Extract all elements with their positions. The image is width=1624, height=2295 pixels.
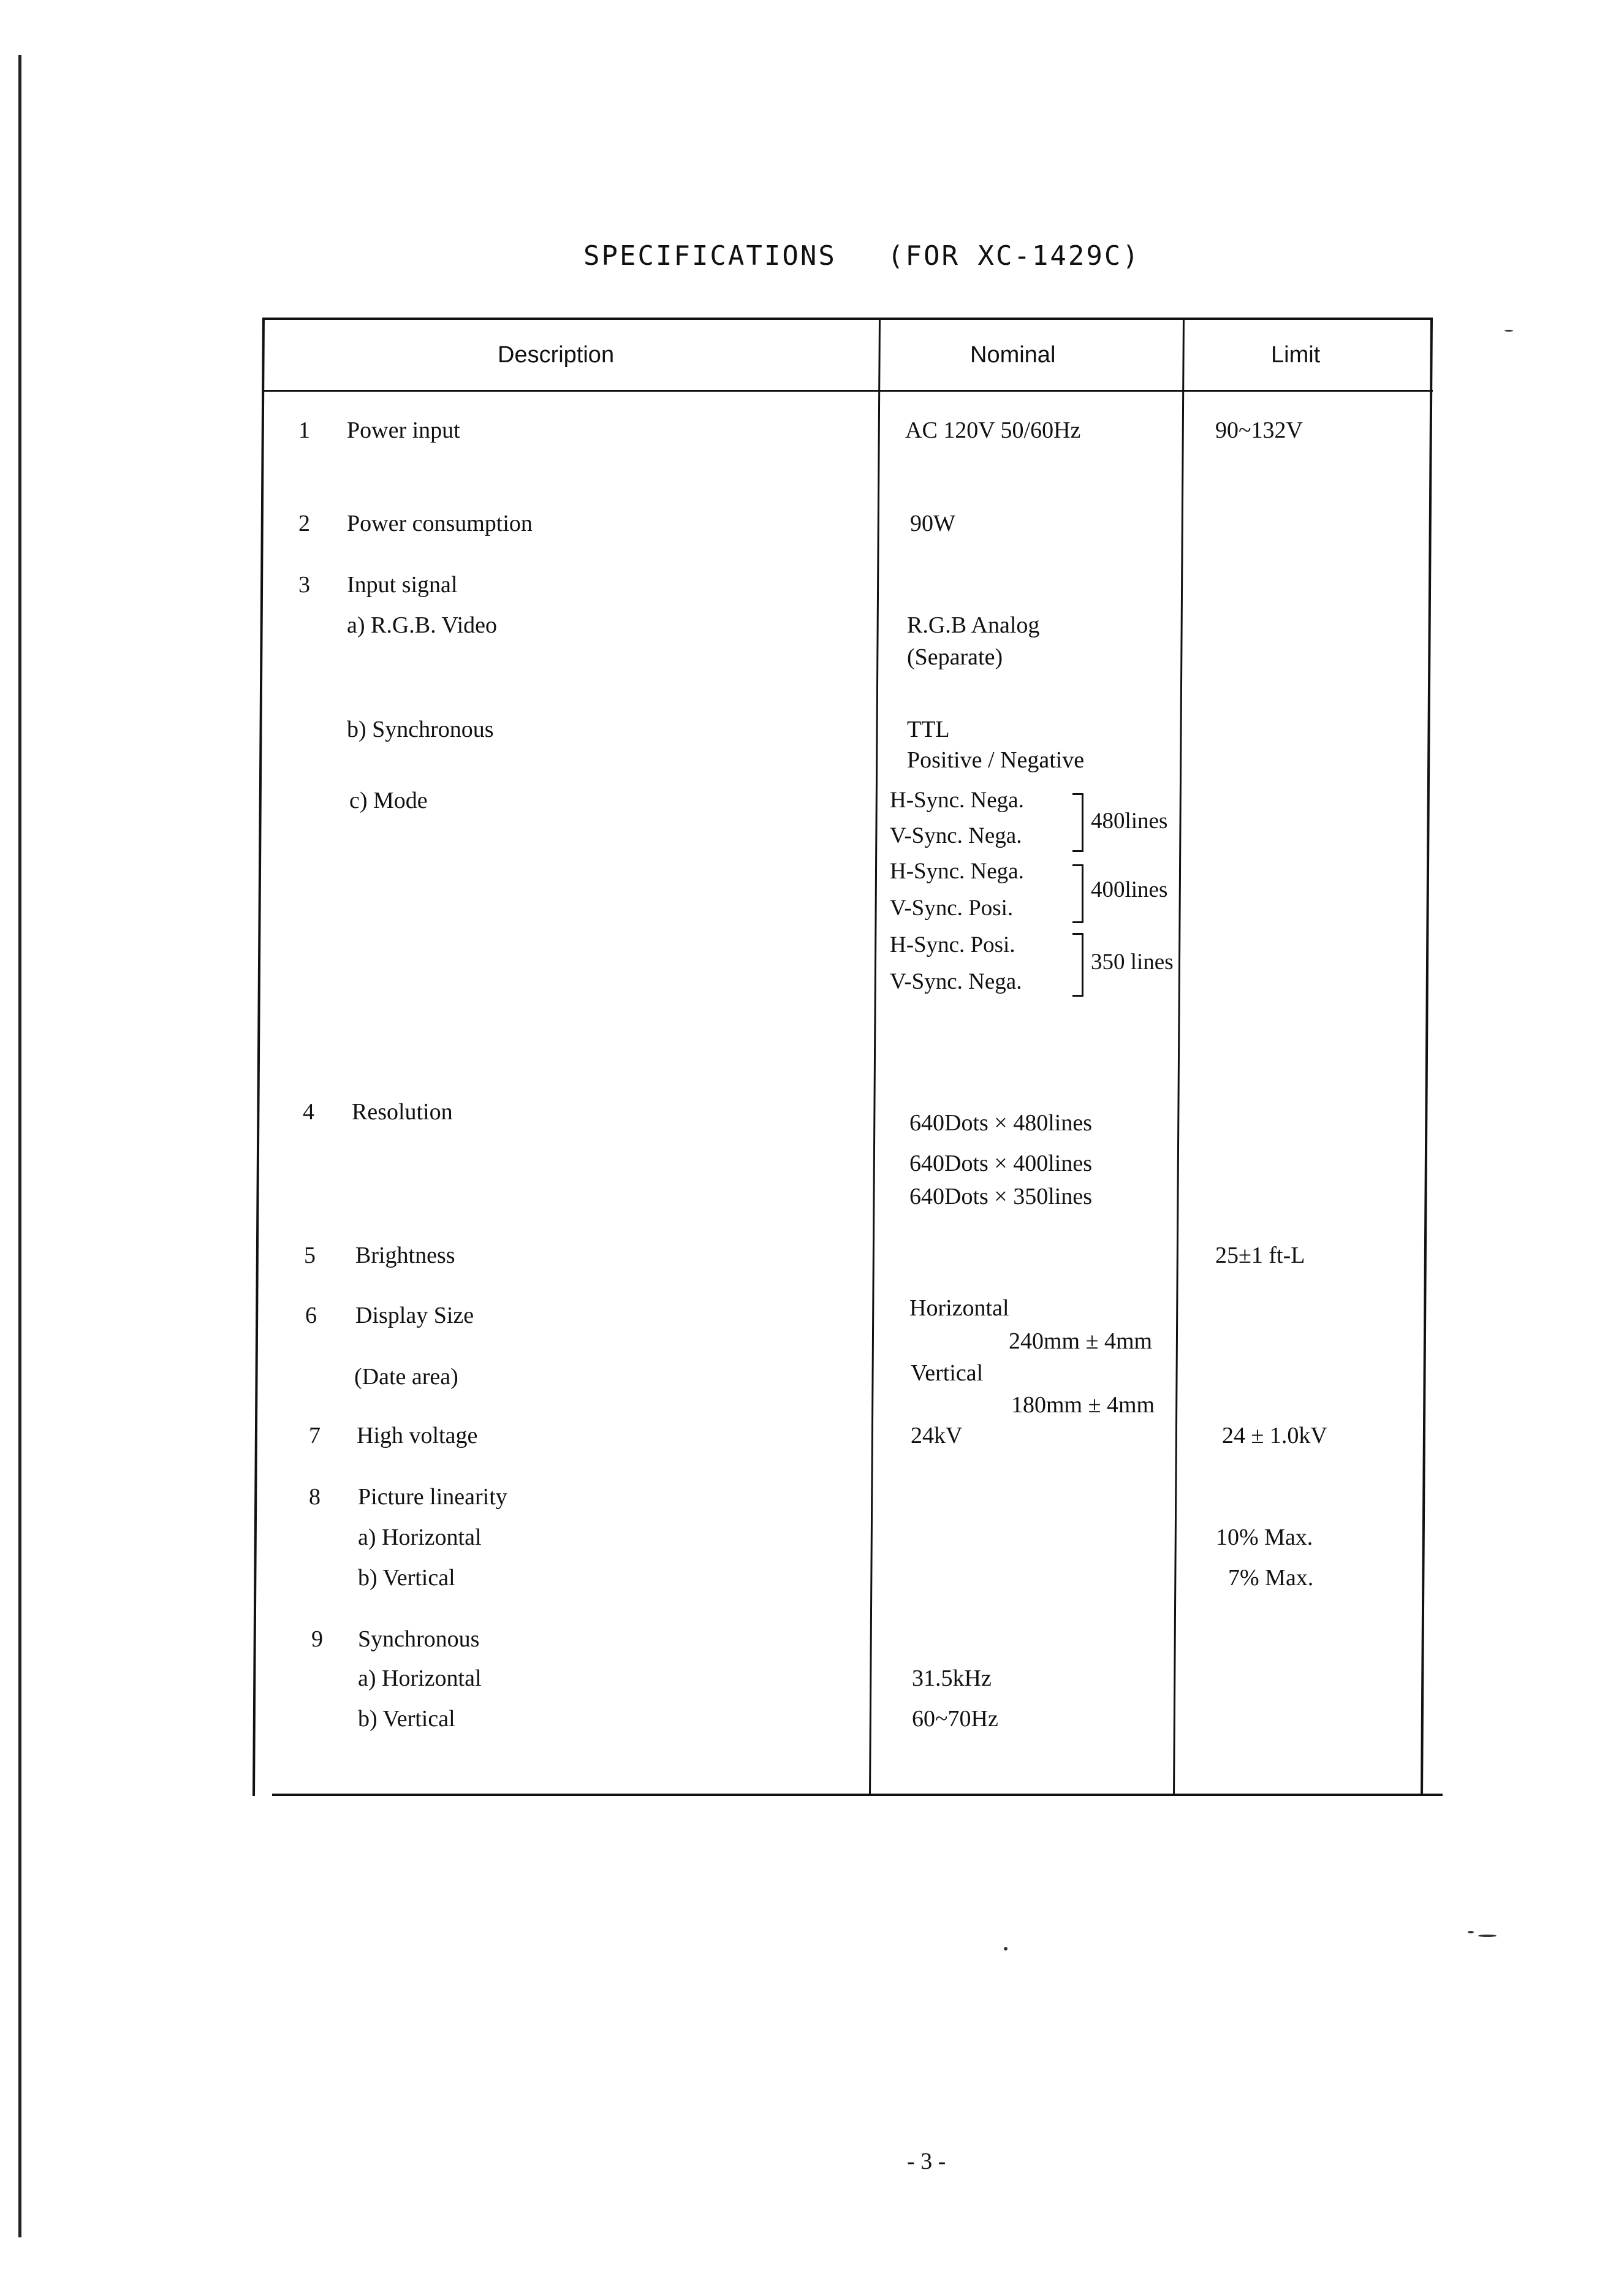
- h-sync-mode: H-Sync. Nega.: [890, 859, 1024, 884]
- nominal-line: 640Dots × 350lines: [909, 1184, 1092, 1209]
- row-nominal: 24kV: [911, 1423, 963, 1448]
- row-description: Power consumption: [347, 511, 533, 536]
- mode-lines: 400lines: [1091, 877, 1168, 902]
- sub-description: a) Horizontal: [358, 1524, 482, 1550]
- v-sync-mode: V-Sync. Nega.: [890, 969, 1022, 994]
- h-sync-mode: H-Sync. Posi.: [890, 932, 1015, 957]
- row-description: Resolution: [352, 1099, 453, 1125]
- row-nominal: 90W: [910, 511, 955, 536]
- scan-speck: [1004, 1947, 1007, 1951]
- header-nominal: Nominal: [970, 342, 1056, 368]
- sub-description: a) Horizontal: [358, 1665, 482, 1691]
- row-limit: 25±1 ft-L: [1215, 1243, 1305, 1268]
- sub-description: b) Vertical: [358, 1706, 455, 1732]
- row-number: 4: [303, 1099, 314, 1125]
- sub-description: c) Mode: [349, 788, 428, 813]
- mode-lines: 480lines: [1091, 809, 1168, 834]
- sub-description: a) R.G.B. Video: [347, 612, 498, 638]
- sub-description: b) Vertical: [358, 1565, 455, 1591]
- nominal-line: 180mm ± 4mm: [1011, 1392, 1155, 1418]
- row-number: 8: [309, 1484, 321, 1510]
- sub-limit: 7% Max.: [1228, 1565, 1314, 1591]
- page-number: - 3 -: [907, 2148, 946, 2174]
- mode-bracket: [1072, 793, 1083, 852]
- row-description: Brightness: [355, 1243, 455, 1268]
- model-subtitle: (FOR XC-1429C): [887, 240, 1140, 272]
- row-description: High voltage: [357, 1423, 478, 1448]
- row-description-note: (Date area): [354, 1364, 458, 1390]
- sub-nominal-line: TTL: [907, 717, 950, 742]
- nominal-line: Vertical: [911, 1360, 984, 1386]
- nominal-line: Horizontal: [909, 1295, 1009, 1321]
- row-number: 7: [309, 1423, 321, 1448]
- row-description: Input signal: [347, 572, 458, 598]
- sub-nominal-line: R.G.B Analog: [907, 612, 1040, 638]
- sub-nominal-line: Positive / Negative: [907, 747, 1085, 773]
- header-description: Description: [498, 342, 615, 368]
- row-limit: 90~132V: [1215, 417, 1303, 443]
- row-number: 9: [311, 1626, 323, 1652]
- nominal-line: 640Dots × 480lines: [909, 1110, 1092, 1136]
- row-description: Picture linearity: [358, 1484, 507, 1510]
- row-number: 2: [298, 511, 310, 536]
- scan-speck: [1478, 1935, 1497, 1937]
- scan-speck: [1504, 330, 1513, 332]
- h-sync-mode: H-Sync. Nega.: [890, 788, 1024, 813]
- nominal-line: 240mm ± 4mm: [1009, 1328, 1153, 1354]
- row-number: 1: [298, 417, 310, 443]
- row-description: Display Size: [355, 1303, 474, 1328]
- row-nominal: AC 120V 50/60Hz: [905, 417, 1081, 443]
- row-number: 5: [304, 1243, 316, 1268]
- row-limit: 24 ± 1.0kV: [1222, 1423, 1327, 1448]
- nominal-line: 640Dots × 400lines: [909, 1151, 1092, 1176]
- page-title: SPECIFICATIONS: [583, 240, 837, 272]
- sub-limit: 10% Max.: [1216, 1524, 1313, 1550]
- row-description: Power input: [347, 417, 460, 443]
- row-number: 3: [298, 572, 310, 598]
- sub-description: b) Synchronous: [347, 717, 494, 742]
- mode-bracket: [1072, 933, 1083, 997]
- sub-nominal: 31.5kHz: [912, 1665, 992, 1691]
- header-limit: Limit: [1271, 342, 1321, 368]
- scan-speck: [1468, 1931, 1474, 1933]
- mode-bracket: [1072, 864, 1083, 923]
- row-description: Synchronous: [358, 1626, 480, 1652]
- row-number: 6: [305, 1303, 317, 1328]
- sub-nominal-line: (Separate): [907, 644, 1003, 670]
- page-scan-edge: [18, 55, 21, 2237]
- mode-lines: 350 lines: [1091, 950, 1174, 975]
- sub-nominal: 60~70Hz: [912, 1706, 998, 1732]
- v-sync-mode: V-Sync. Posi.: [890, 896, 1014, 921]
- v-sync-mode: V-Sync. Nega.: [890, 823, 1022, 848]
